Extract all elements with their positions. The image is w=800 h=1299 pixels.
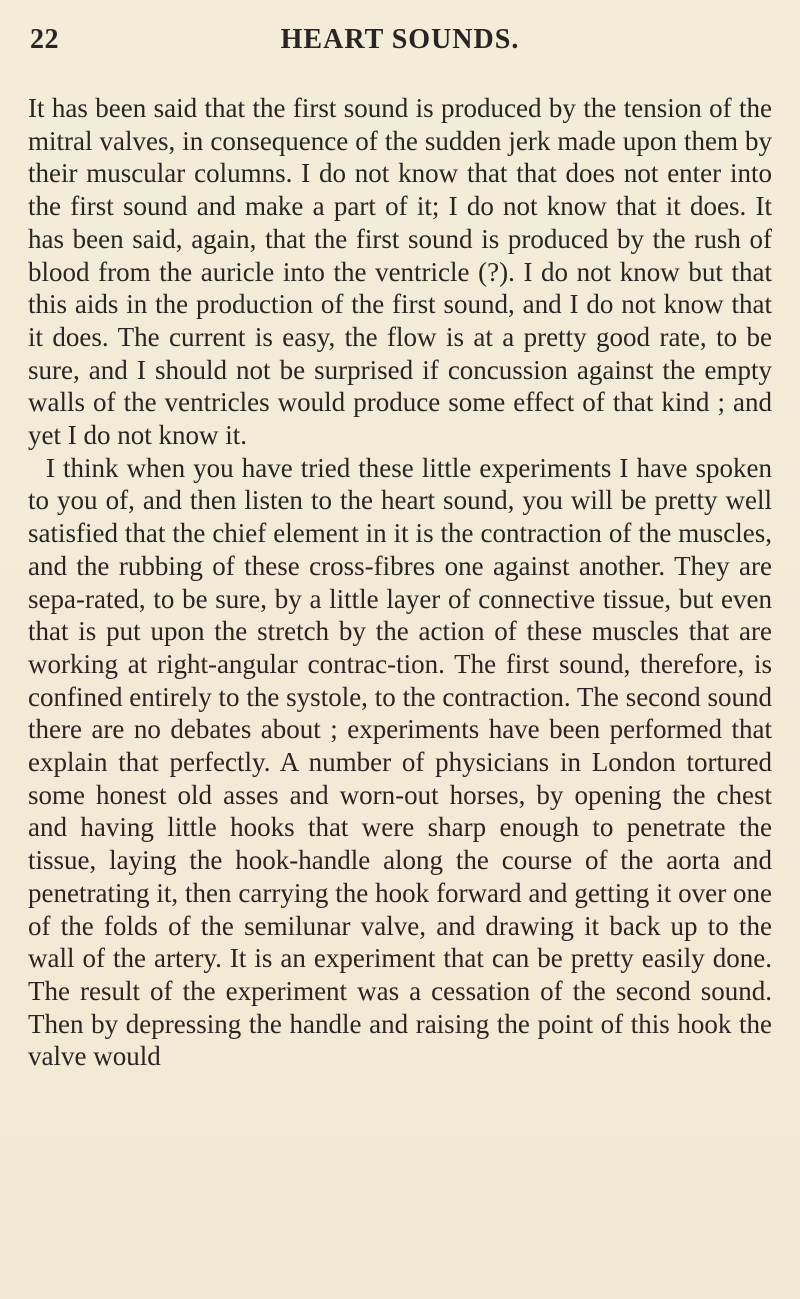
paragraph-1: It has been said that the first sound is produced by the tension of the mitral valves, in consequence of the sudden jerk made upon them by their muscular columns. I do not know that that does not enter into the first sound and make a part of it; I do not know that it does. It has been said, again, that the first sound is produced by the rush of blood from the auricle into the ventricle (?). I do not know but that this aids in the production of the first sound, and I do not know that it does. The current is easy, the flow is at a pretty good rate, to be sure, and I should not be surprised if concussion against the empty walls of the ventricles would produce some effect of that kind ; and yet I do not know it. — [28, 93, 772, 451]
page-number: 22 — [30, 24, 59, 55]
paragraph-2: I think when you have tried these little experiments I have spoken to you of, and then listen to the heart sound, you will be pretty well satisfied that the chief element in it is the contraction of the muscles, and the rubbing of these cross-fibres one against another. They are sepa-rated, to be sure, by a little layer of connective tissue, but even that is put upon the stretch by the action of these muscles that are working at right-angular contrac-tion. The first sound, therefore, is confined entirely to the systole, to the contraction. The second sound there are no debates about ; experiments have been performed that explain that perfectly. A number of physicians in London tortured some honest old asses and worn-out horses, by opening the chest and having little hooks that were sharp enough to penetrate the tissue, laying the hook-handle along the course of the aorta and penetrating it, then carrying the hook forward and getting it over one of the folds of the semilunar valve, and drawing it back up to the wall of the artery. It is an experiment that can be pretty easily done. The result of the experiment was a cessation of the second sound. Then by depressing the handle and raising the point of this hook the valve would — [28, 452, 772, 1072]
running-head — [28, 24, 772, 62]
running-title: HEART SOUNDS. — [280, 24, 520, 55]
body-text — [28, 92, 772, 1073]
